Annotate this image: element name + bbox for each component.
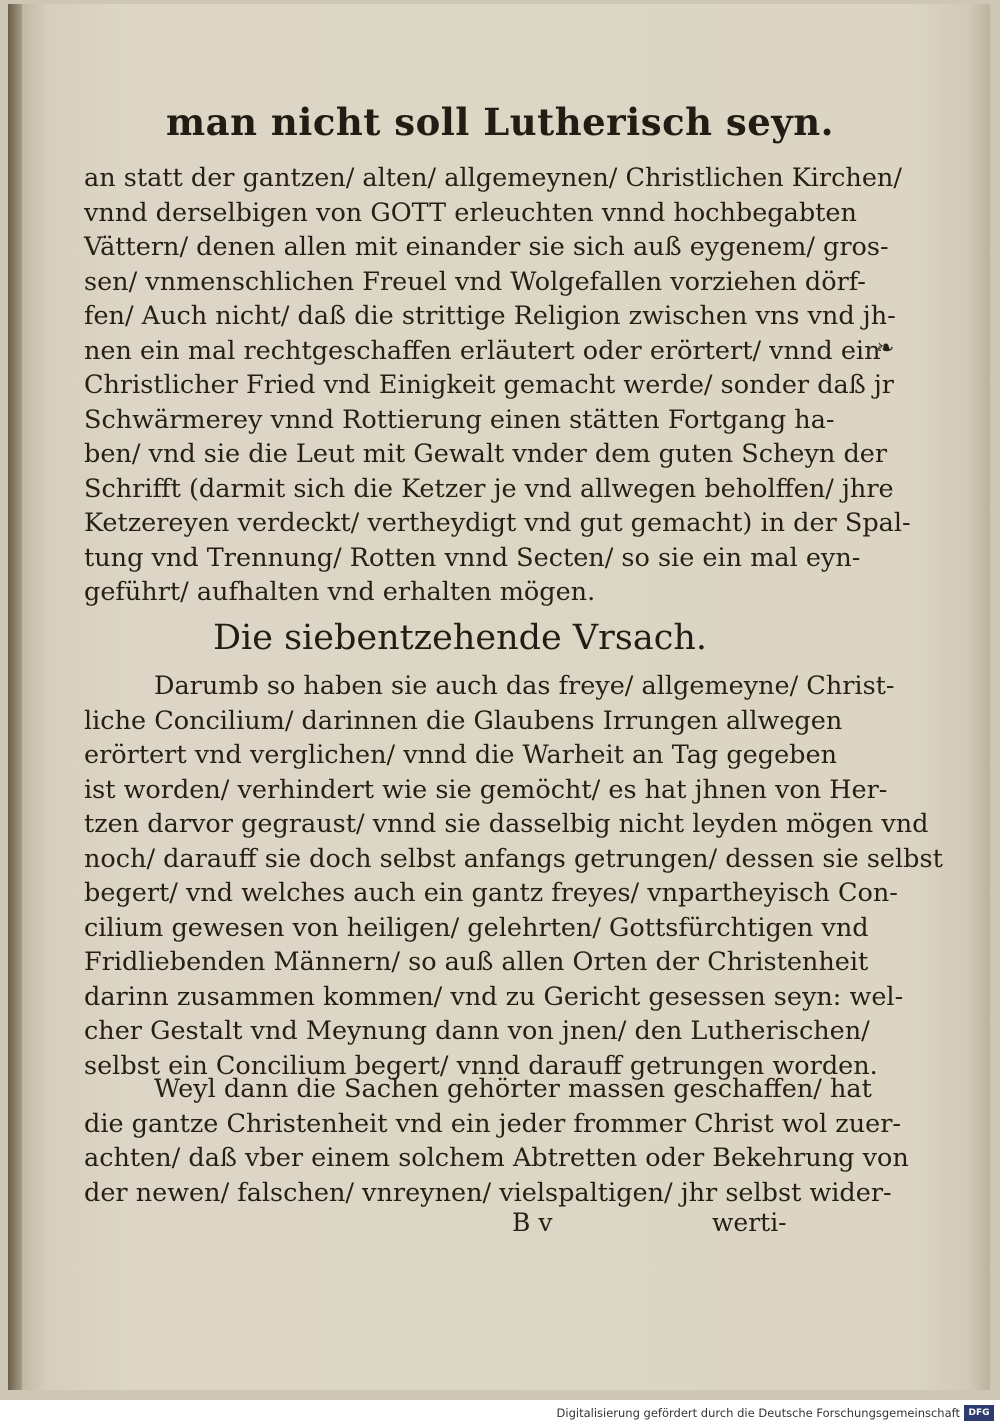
text-line: liche Concilium/ darinnen die Glaubens Irrungen allwegen — [84, 705, 843, 736]
text-line: die gantze Christenheit vnd ein jeder frommer Christ wol zuer- — [84, 1108, 902, 1139]
text-line: an statt der gantzen/ alten/ allgemeynen/ Christlichen Kirchen/ — [84, 163, 902, 193]
text-line: Christlicher Fried vnd Einigkeit gemacht werde/ sonder daß jr — [84, 370, 894, 400]
text-line: Ketzereyen verdeckt/ vertheydigt vnd gut gemacht) in der Spal- — [84, 508, 911, 538]
text-line: selbst ein Concilium begert/ vnnd darauff getrungen worden. — [84, 1050, 878, 1081]
text-line: vnnd derselbigen von GOTT erleuchten vnnd hochbegabten — [84, 197, 857, 228]
dfg-logo-icon: DFG — [964, 1405, 994, 1421]
text-line: cher Gestalt vnd Meynung dann von jnen/ den Lutherischen/ — [84, 1016, 870, 1046]
text-line: ben/ vnd sie die Leut mit Gewalt vnder dem guten Scheyn der — [84, 439, 888, 469]
catchword: werti- — [712, 1208, 787, 1237]
book-spine-edge — [8, 4, 22, 1390]
text-line: Vättern/ denen allen mit einander sie sich auß eygenem/ gros- — [84, 232, 889, 262]
text-line: geführt/ aufhalten vnd erhalten mögen. — [84, 577, 596, 607]
text-line: cilium gewesen von heiligen/ gelehrten/ Gottsfürchtigen vnd — [84, 912, 869, 943]
text-line: der newen/ falschen/ vnreynen/ vielspaltigen/ jhr selbst wider- — [84, 1177, 892, 1208]
footer-bar — [0, 1400, 1000, 1427]
text-line: Fridliebenden Männern/ so auß allen Orten der Christenheit — [84, 947, 869, 977]
text-line: Weyl dann die Sachen gehörter massen geschaffen/ hat — [154, 1074, 872, 1104]
margin-mark: ❧ — [876, 336, 895, 361]
text-line: noch/ darauff sie doch selbst anfangs getrungen/ dessen sie selbst — [84, 843, 943, 874]
running-head: man nicht soll Lutherisch seyn. — [165, 100, 835, 144]
text-line: Schrifft (darmit sich die Ketzer je vnd allwegen beholffen/ jhre — [84, 473, 894, 504]
text-line: erörtert vnd verglichen/ vnnd die Warheit an Tag gegeben — [84, 740, 838, 770]
text-line: fen/ Auch nicht/ daß die strittige Religion zwischen vns vnd jh- — [84, 301, 896, 331]
text-line: achten/ daß vber einem solchem Abtretten oder Bekehrung von — [84, 1143, 909, 1173]
text-line: tzen darvor gegraust/ vnnd sie dasselbig nicht leyden mögen vnd — [84, 809, 929, 839]
text-line: tung vnd Trennung/ Rotten vnnd Secten/ so sie ein mal eyn- — [84, 542, 861, 573]
text-line: begert/ vnd welches auch ein gantz freyes/ vnpartheyisch Con- — [84, 878, 898, 908]
text-line: sen/ vnmenschlichen Freuel vnd Wolgefallen vorziehen dörf- — [84, 266, 866, 297]
text-line: Darumb so haben sie auch das freye/ allgemeyne/ Christ- — [154, 671, 895, 701]
signature-mark: B v — [512, 1208, 553, 1237]
text-line: darinn zusammen kommen/ vnd zu Gericht gesessen seyn: wel- — [84, 981, 904, 1012]
footer-credit: Digitalisierung gefördert durch die Deutsche Forschungsgemeinschaft — [556, 1406, 960, 1420]
text-line: ist worden/ verhindert wie sie gemöcht/ es hat jhnen von Her- — [84, 774, 888, 805]
text-line: Schwärmerey vnnd Rottierung einen stätten Fortgang ha- — [84, 404, 835, 435]
text-line: nen ein mal rechtgeschaffen erläutert oder erörtert/ vnnd ein — [84, 335, 881, 366]
section-heading: Die siebentzehende Vrsach. — [213, 618, 707, 658]
